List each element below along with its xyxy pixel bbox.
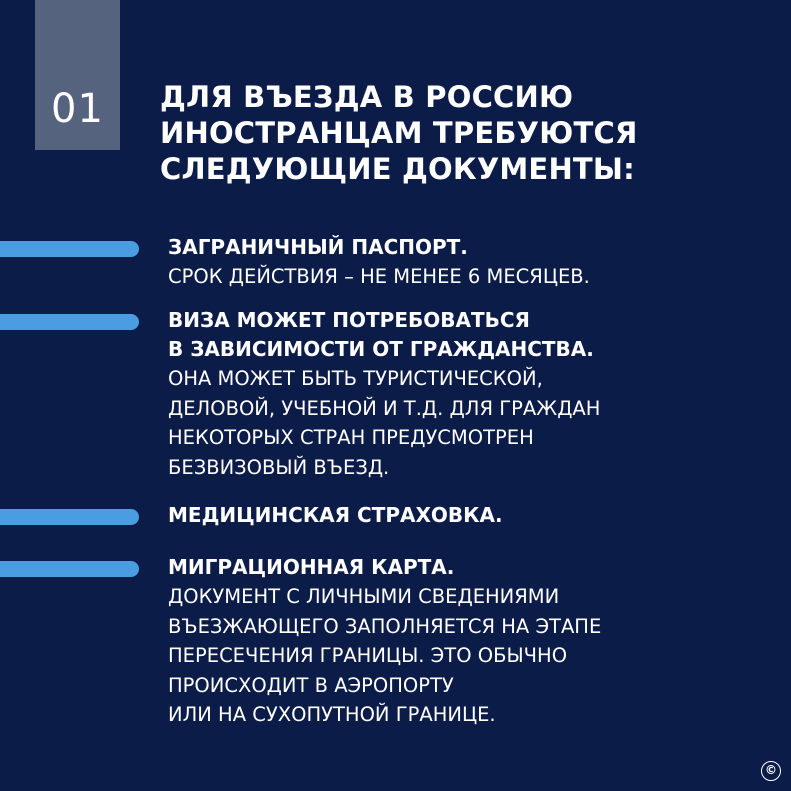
- number-badge: [35, 0, 120, 150]
- list-item-passport: [168, 233, 768, 292]
- title-line: ДЛЯ ВЪЕЗДА В РОССИЮ: [160, 80, 574, 114]
- item-heading: МЕДИЦИНСКАЯ СТРАХОВКА.: [168, 503, 503, 527]
- item-text: СРОК ДЕЙСТВИЯ – НЕ МЕНЕЕ 6 МЕСЯЦЕВ.: [168, 265, 590, 288]
- item-text: ДОКУМЕНТ С ЛИЧНЫМИ СВЕДЕНИЯМИ: [168, 585, 560, 608]
- accent-bar: [0, 509, 139, 525]
- item-heading: ВИЗА МОЖЕТ ПОТРЕБОВАТЬСЯ: [168, 308, 530, 332]
- list-item-visa: [168, 306, 768, 482]
- item-text: БЕЗВИЗОВЫЙ ВЪЕЗД.: [168, 455, 390, 479]
- title-line: ИНОСТРАНЦАМ ТРЕБУЮТСЯ: [160, 116, 638, 150]
- item-text: НЕКОТОРЫХ СТРАН ПРЕДУСМОТРЕН: [168, 426, 534, 449]
- page-title: [160, 79, 760, 187]
- list-item-migration-card: [168, 553, 768, 730]
- item-text: ОНА МОЖЕТ БЫТЬ ТУРИСТИЧЕСКОЙ,: [168, 367, 543, 390]
- copyright-icon: ©: [761, 761, 781, 781]
- list-item-insurance: [168, 501, 768, 530]
- title-line: СЛЕДУЮЩИЕ ДОКУМЕНТЫ:: [160, 152, 635, 186]
- item-heading: МИГРАЦИОННАЯ КАРТА.: [168, 555, 455, 579]
- item-text: ДЕЛОВОЙ, УЧЕБНОЙ И Т.Д. ДЛЯ ГРАЖДАН: [168, 396, 601, 420]
- item-text: ИЛИ НА СУХОПУТНОЙ ГРАНИЦЕ.: [168, 703, 496, 726]
- item-heading: ЗАГРАНИЧНЫЙ ПАСПОРТ.: [168, 235, 468, 259]
- number-label: 01: [51, 86, 104, 132]
- item-text: ПРОИСХОДИТ В АЭРОПОРТУ: [168, 673, 454, 697]
- accent-bar: [0, 314, 139, 330]
- item-text: ПЕРЕСЕЧЕНИЯ ГРАНИЦЫ. ЭТО ОБЫЧНО: [168, 644, 568, 667]
- accent-bar: [0, 561, 139, 577]
- item-text: ВЪЕЗЖАЮЩЕГО ЗАПОЛНЯЕТСЯ НА ЭТАПЕ: [168, 614, 602, 638]
- accent-bar: [0, 241, 139, 257]
- item-heading: В ЗАВИСИМОСТИ ОТ ГРАЖДАНСТВА.: [168, 337, 594, 361]
